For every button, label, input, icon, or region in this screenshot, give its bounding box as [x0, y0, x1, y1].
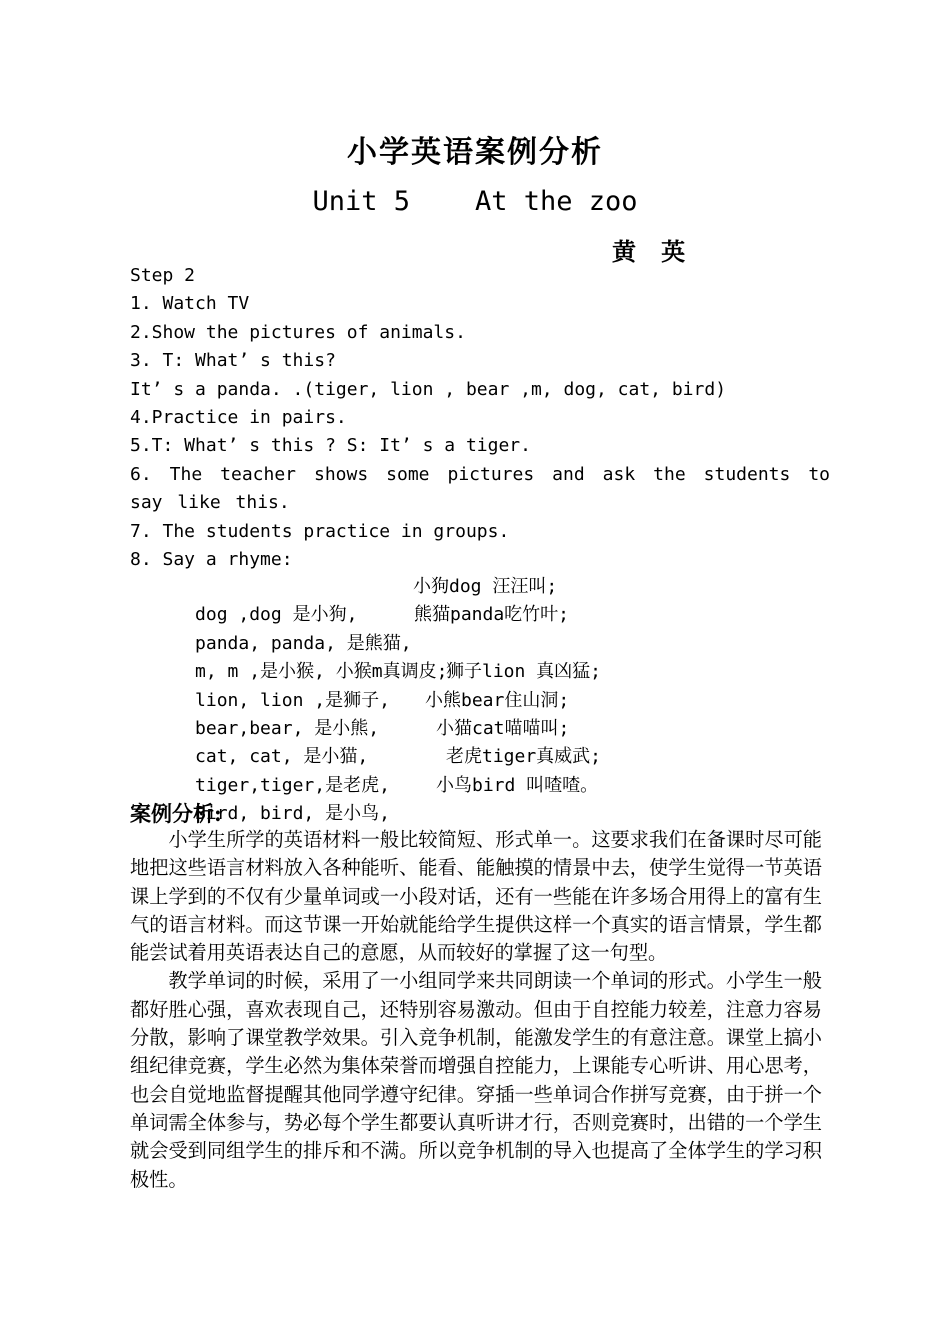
- step-line: It’ s a panda. .(tiger, lion , bear ,m, dog, cat, bird): [130, 378, 727, 400]
- steps-list: [130, 262, 830, 574]
- rhyme-second-half: 熊猫panda吃竹叶;: [414, 604, 570, 626]
- step-line: 8. Say a rhyme:: [130, 548, 293, 570]
- step-line: 5.T: What’ s this ? S: It’ s a tiger.: [130, 435, 531, 457]
- step-line: 2.Show the pictures of animals.: [130, 321, 466, 343]
- rhyme-first-half: panda, panda, 是熊猫,: [195, 632, 412, 654]
- rhyme-second-half: 小熊bear住山洞;: [425, 689, 570, 711]
- rhyme-line: [130, 601, 850, 654]
- rhyme-first-half: dog ,dog 是小狗,: [195, 604, 358, 626]
- analysis-heading: 案例分析:: [130, 801, 222, 826]
- step-line: 3. T: What’ s this?: [130, 350, 336, 372]
- analysis-paragraph: 教学单词的时候，采用了一小组同学来共同朗读一个单词的形式。小学生一般都好胜心强，喜欢表现自己，还特别容易激动。但由于自控能力较差，注意力容易分散，影响了课堂教学效果。引入竞争机制，能激发学生的有意注意。课堂上搞小组纪律竞赛，学生必然为集体荣誉而增强自控能力，上课能专心听讲、用心思考，也会自觉地监督提醒其他同学遵守纪律。穿插一些单词合作拼写竞赛，由于拼一个单词需全体参与，势必每个学生都要认真听讲才行，否则竞赛时，出错的一个学生就会受到同组学生的排斥和不满。所以竞争机制的导入也提高了全体学生的学习积极性。: [130, 969, 822, 1191]
- rhyme-second-half: 小鸟bird 叫喳喳。: [436, 774, 599, 796]
- analysis-body: [130, 826, 822, 1194]
- rhyme-first-half: tiger,tiger,是老虎,: [195, 774, 390, 796]
- rhyme-first-half: bear,bear, 是小熊,: [195, 717, 380, 739]
- rhyme-second-half: 老虎tiger真威武;: [446, 746, 602, 768]
- page-title: 小学英语案例分析: [347, 135, 603, 170]
- author-name: 黄 英: [612, 237, 686, 266]
- rhyme-second-half: 小猫cat喵喵叫;: [436, 717, 570, 739]
- rhyme-first-half: cat, cat, 是小猫,: [195, 746, 369, 768]
- step-line: 1. Watch TV: [130, 293, 250, 315]
- step-line: 7. The students practice in groups.: [130, 520, 510, 542]
- page-subtitle: Unit 5 At the zoo: [312, 186, 638, 217]
- analysis-paragraph: 小学生所学的英语材料一般比较简短、形式单一。这要求我们在备课时尽可能地把这些语言材料放入各种能听、能看、能触摸的情景中去，使学生觉得一节英语课上学到的不仅有少量单词或一小段对话，还有一些能在许多场合用得上的富有生气的语言材料。而这节课一开始就能给学生提供这样一个真实的语言情景，学生都能尝试着用英语表达自己的意愿，从而较好的掌握了这一句型。: [130, 828, 822, 965]
- step-line: 4.Practice in pairs.: [130, 406, 347, 428]
- step-line: Step 2: [130, 265, 196, 286]
- rhyme-first-half: lion, lion ,是狮子,: [195, 689, 390, 711]
- rhyme-first-half: m, m ,是小猴, 小猴m真调皮;: [195, 661, 448, 683]
- step-line: 6. The teacher shows some pictures and ask the students to say like this.: [130, 463, 830, 514]
- rhyme-second-half: 狮子lion 真凶猛;: [446, 661, 602, 683]
- rhyme-first-half: Bird, bird, 是小鸟,: [195, 803, 390, 825]
- rhyme-second-half: 小狗dog 汪汪叫;: [413, 576, 558, 597]
